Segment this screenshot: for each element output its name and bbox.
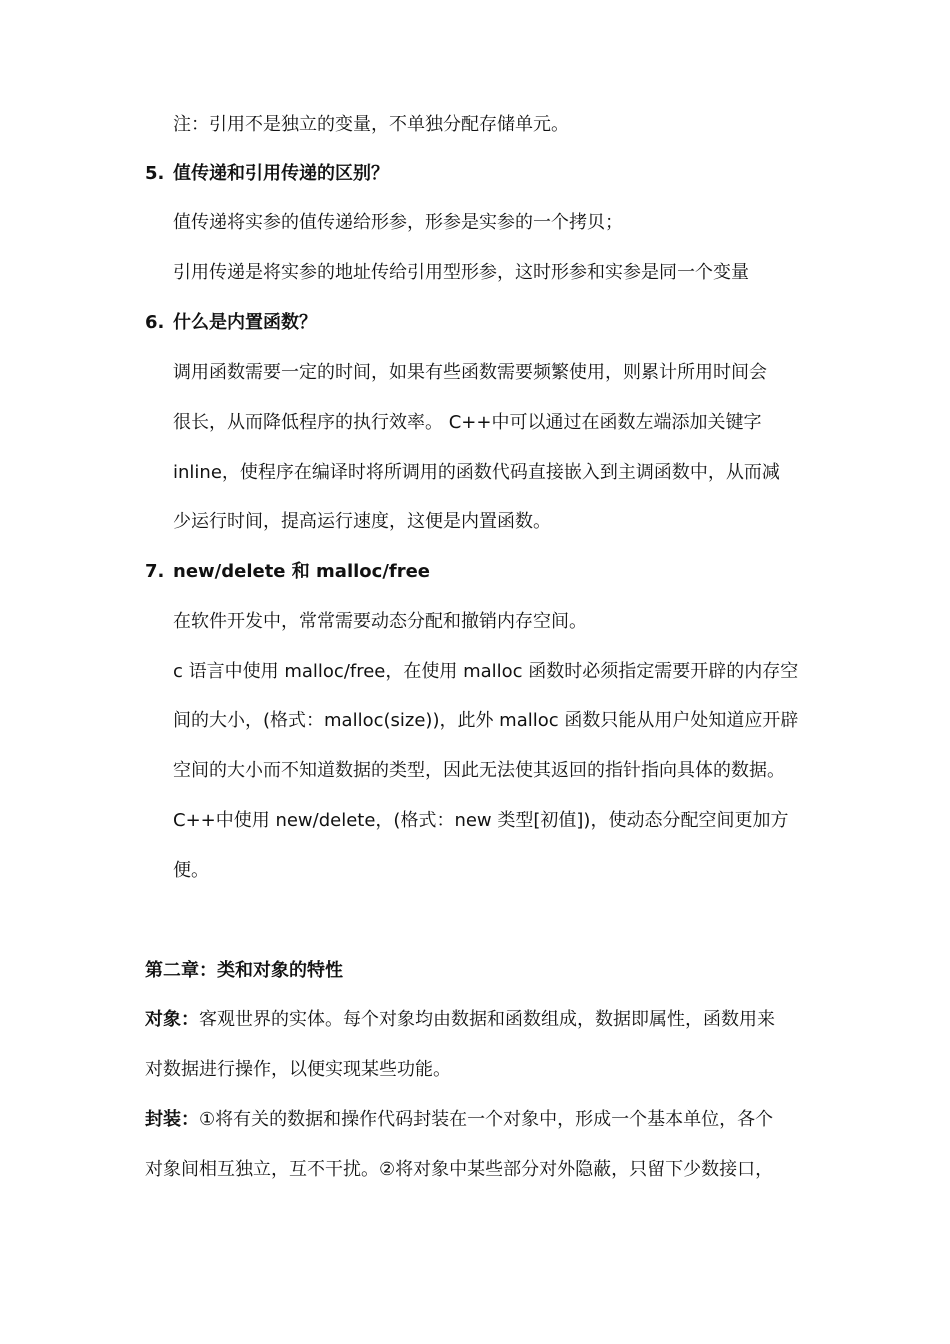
q5-line-2: 引用传递是将实参的地址传给引用型形参，这时形参和实参是同一个变量 (173, 262, 749, 283)
note-line: 注：引用不是独立的变量，不单独分配存储单元。 (173, 114, 569, 135)
object-definition-line-1 (145, 1005, 825, 1035)
q6-line-3: inline，使程序在编译时将所调用的函数代码直接嵌入到主调函数中，从而减 (173, 462, 780, 483)
object-definition-line-2: 对数据进行操作，以便实现某些功能。 (145, 1059, 451, 1080)
encapsulation-definition-line-2: 对象间相互独立，互不干扰。②将对象中某些部分对外隐蔽，只留下少数接口， (145, 1159, 774, 1180)
q7-line-3: 间的大小，(格式：malloc(size))，此外 malloc 函数只能从用户处知道应开辟 (173, 710, 799, 731)
q5-line-1: 值传递将实参的值传递给形参，形参是实参的一个拷贝； (173, 212, 623, 233)
question-number: 6. (145, 312, 165, 333)
question-number: 5. (145, 163, 165, 184)
question-number: 7. (145, 561, 165, 582)
term-encapsulation: 封装： (145, 1109, 199, 1130)
q6-line-1: 调用函数需要一定的时间，如果有些函数需要频繁使用，则累计所用时间会 (173, 362, 767, 383)
encapsulation-definition-line-1 (145, 1105, 825, 1135)
term-object: 对象： (145, 1009, 199, 1030)
question-7-heading (145, 557, 845, 587)
question-title: new/delete 和 malloc/free (173, 561, 431, 582)
question-5-heading (145, 159, 845, 189)
definition-text: ①将有关的数据和操作代码封装在一个对象中，形成一个基本单位，各个 (199, 1109, 774, 1130)
q7-line-5: C++中使用 new/delete，(格式：new 类型[初值])，使动态分配空间更加方 (173, 810, 789, 831)
q7-line-2: c 语言中使用 malloc/free，在使用 malloc 函数时必须指定需要开辟的内存空 (173, 661, 799, 682)
question-6-heading (145, 308, 845, 338)
q6-line-2: 很长，从而降低程序的执行效率。 C++中可以通过在函数左端添加关键字 (173, 412, 762, 433)
definition-text: 客观世界的实体。每个对象均由数据和函数组成，数据即属性，函数用来 (199, 1009, 775, 1030)
q6-line-4: 少运行时间，提高运行速度，这便是内置函数。 (173, 511, 551, 532)
q7-line-6: 便。 (173, 860, 209, 881)
chapter-title: 第二章：类和对象的特性 (145, 960, 343, 981)
question-title: 值传递和引用传递的区别？ (173, 163, 389, 184)
q7-line-1: 在软件开发中，常常需要动态分配和撤销内存空间。 (173, 611, 587, 632)
q7-line-4: 空间的大小而不知道数据的类型，因此无法使其返回的指针指向具体的数据。 (173, 760, 785, 781)
question-title: 什么是内置函数？ (173, 312, 317, 333)
